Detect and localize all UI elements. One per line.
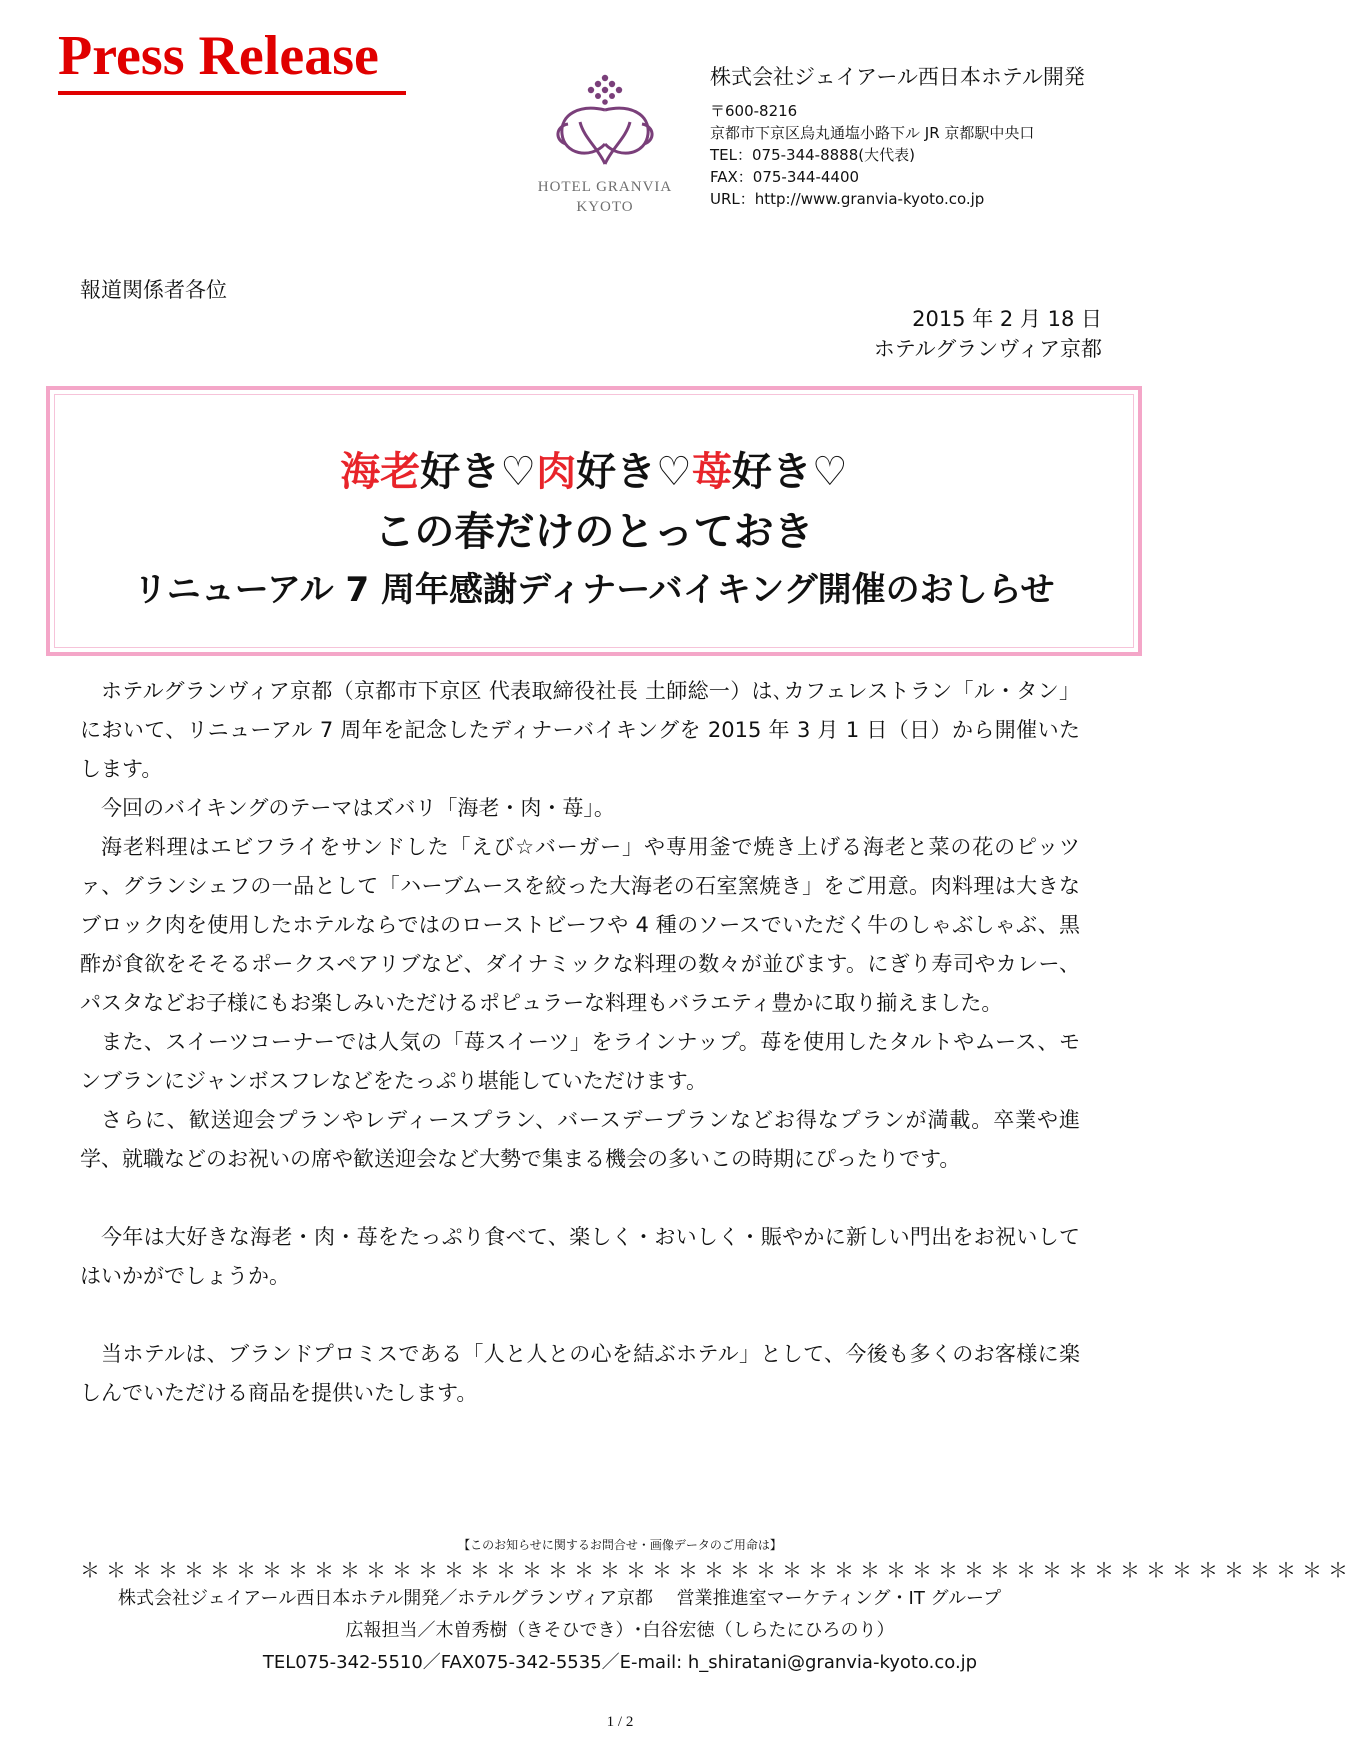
website-url: URL：http://www.granvia-kyoto.co.jp	[710, 190, 985, 208]
telephone: TEL：075-344-8888(大代表)	[710, 146, 915, 164]
press-release-heading: Press Release	[58, 25, 379, 87]
title-suki-3: 好き♡	[731, 449, 848, 495]
title-line-2: この春だけのとっておき	[374, 509, 814, 555]
body-paragraph: また、スイーツコーナーでは人気の「苺スイーツ」をラインナップ。苺を使用したタルトやムース、モンブランにジャンボスフレなどをたっぷり堪能していただけます。	[80, 1030, 1080, 1093]
body-paragraph: 当ホテルは、ブランドプロミスである「人と人との心を結ぶホテル」として、今後も多くのお客様に楽しんでいただける商品を提供いたします。	[80, 1342, 1080, 1405]
body-paragraph: ホテルグランヴィア京都（京都市下京区 代表取締役社長 土師総一）は､カフェレストラン「ル・タン」において、リニューアル 7 周年を記念したディナーバイキングを 2015 年 3 月 1 日（日）から開催いたします。	[80, 679, 1080, 781]
recipients: 報道関係者各位	[80, 278, 227, 302]
contact-details: TEL075-342-5510／FAX075-342-5535／E-mail: h_shiratani@granvia-kyoto.co.jp	[262, 1652, 978, 1673]
title-box	[46, 386, 1142, 656]
fax: FAX：075-344-4400	[710, 168, 860, 186]
body-paragraph: 今回のバイキングのテーマはズバリ「海老・肉・苺」。	[101, 796, 615, 820]
contact-persons: 広報担当／木曽秀樹（きそひでき）･白谷宏徳（しらたにひろのり）	[345, 1620, 895, 1641]
release-date: 2015 年 2 月 18 日	[912, 307, 1102, 331]
title-suki-1: 好き♡	[420, 449, 537, 495]
body-paragraph: 今年は大好きな海老・肉・苺をたっぷり食べて、楽しく・おいしく・賑やかに新しい門出をお祝いしてはいかがでしょうか。	[80, 1225, 1080, 1288]
title-word-ichigo: 苺	[691, 449, 732, 495]
street-address: 京都市下京区烏丸通塩小路下ル JR 京都駅中央口	[710, 124, 1035, 142]
contact-organization: 株式会社ジェイアール西日本ホテル開発／ホテルグランヴィア京都 営業推進室マーケティング・IT グループ	[118, 1588, 1002, 1609]
title-line-1	[50, 440, 1138, 497]
body-paragraph: さらに、歓送迎会プランやレディースプラン、バースデープランなどお得なプランが満載。卒業や進学、就職などのお祝いの席や歓送迎会など大勢で集まる機会の多いこの時期にぴったりです。	[80, 1108, 1080, 1171]
title-line-3: リニューアル 7 周年感謝ディナーバイキング開催のおしらせ	[133, 570, 1055, 610]
hotel-logo-emblem-icon	[520, 64, 690, 174]
title-word-ebi: 海老	[340, 449, 421, 495]
press-release-underline	[58, 91, 406, 95]
press-body	[80, 672, 1080, 1413]
logo-text-line2: KYOTO	[576, 199, 634, 215]
issuer-name: ホテルグランヴィア京都	[873, 337, 1102, 361]
body-paragraph: 海老料理はエビフライをサンドした「えび☆バーガー」や専用釜で焼き上げる海老と菜の花のピッツァ、グランシェフの一品として「ハーブムースを絞った大海老の石室窯焼き」をご用意。肉料理は大きなブロック肉を使用したホテルならではのローストビーフや 4 種のソースでいただく牛のしゃぶしゃぶ、黒酢が食欲をそそるポークスペアリブなど、ダイナミックな料理の数々が並びます。にぎり寿司やカレー、パスタなどお子様にもお楽しみいただけるポピュラーな料理もバラエティ豊かに取り揃えました。	[80, 835, 1080, 1015]
title-suki-2: 好き♡	[576, 449, 692, 495]
page-number: 1 / 2	[606, 1714, 634, 1730]
company-name: 株式会社ジェイアール西日本ホテル開発	[710, 65, 1085, 89]
logo-text-line1: HOTEL GRANVIA	[537, 179, 673, 195]
title-word-niku: 肉	[536, 449, 577, 495]
contact-note: 【このお知らせに関するお問合せ・画像データのご用命は】	[458, 1538, 782, 1552]
postal-code: 〒600-8216	[710, 102, 798, 120]
asterisk-divider: ＊＊＊＊＊＊＊＊＊＊＊＊＊＊＊＊＊＊＊＊＊＊＊＊＊＊＊＊＊＊＊＊＊＊＊＊＊＊＊＊＊＊＊＊＊＊＊＊＊	[80, 1558, 1354, 1582]
hotel-logo-text	[520, 177, 690, 217]
